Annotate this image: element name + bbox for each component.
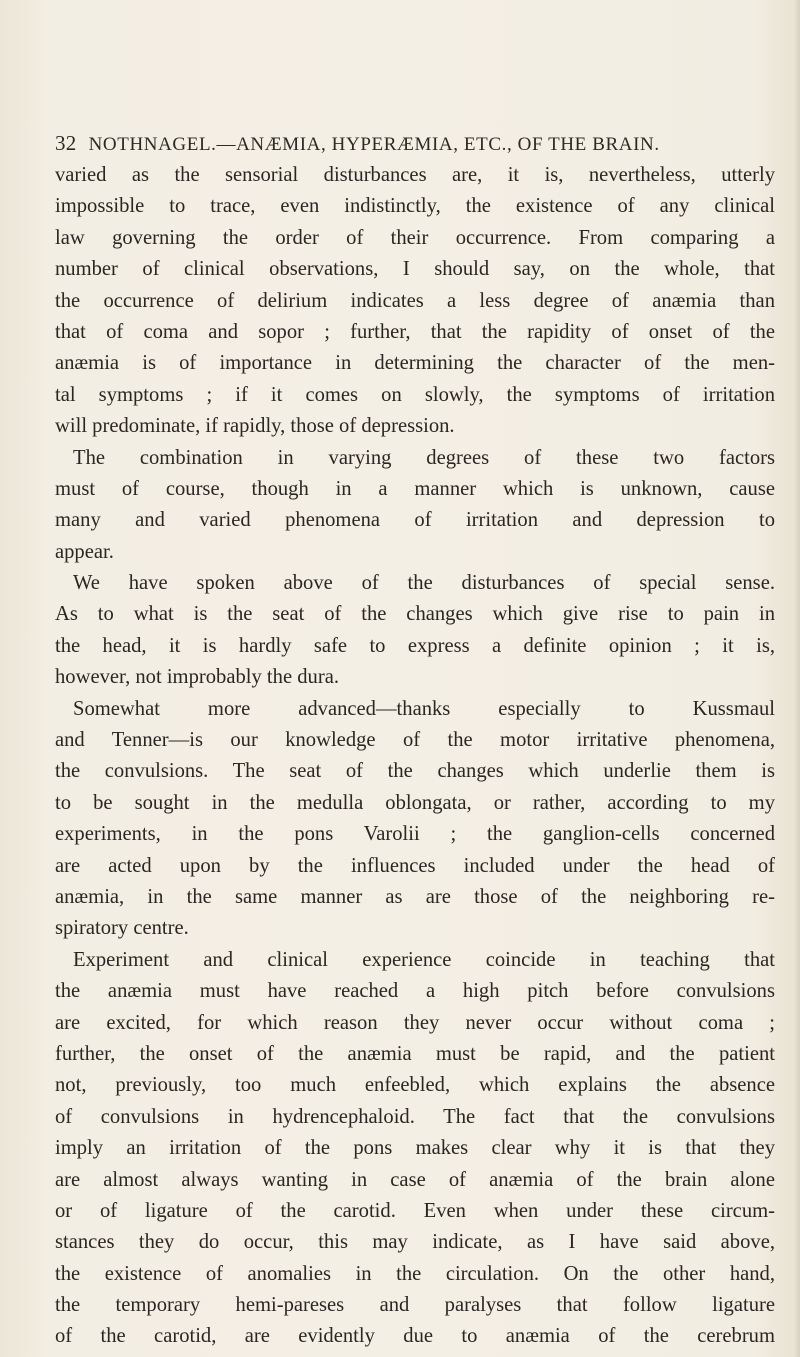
text-line: are almost always wanting in case of anæmia of the brain alone — [55, 1168, 775, 1191]
text-line: We have spoken above of the disturbances of special sense. — [73, 572, 775, 595]
text-line: the anæmia must have reached a high pitch before convulsions — [55, 980, 775, 1003]
text-line: impossible to trace, even indistinctly, the existence of any clinical — [55, 195, 775, 218]
text-line: the convulsions. The seat of the changes which underlie them is — [55, 760, 775, 783]
running-header — [55, 130, 775, 158]
text-line: law governing the order of their occurrence. From comparing a — [55, 226, 775, 249]
text-line: further, the onset of the anæmia must be rapid, and the patient — [55, 1042, 775, 1065]
text-line: are acted upon by the influences included under the head of — [55, 854, 775, 877]
text-line: varied as the sensorial disturbances are, it is, nevertheless, utterly — [55, 164, 775, 186]
text-line: will predominate, if rapidly, those of depression. — [55, 415, 455, 438]
text-line: and Tenner—is our knowledge of the motor irritative phenomena, — [55, 729, 775, 752]
text-line: The combination in varying degrees of these two factors — [73, 446, 775, 469]
text-line: the temporary hemi-pareses and paralyses that follow ligature — [55, 1294, 775, 1317]
text-line: spiratory centre. — [55, 917, 189, 940]
text-line: the existence of anomalies in the circulation. On the other hand, — [55, 1262, 775, 1285]
text-line: or of ligature of the carotid. Even when under these circum- — [55, 1199, 775, 1222]
text-line: anæmia, in the same manner as are those of the neighboring re- — [55, 885, 775, 908]
text-line: stances they do occur, this may indicate, as I have said above, — [55, 1231, 775, 1254]
text-line: As to what is the seat of the changes which give rise to pain in — [55, 603, 775, 626]
text-line: imply an irritation of the pons makes clear why it is that they — [55, 1137, 775, 1160]
text-line: to be sought in the medulla oblongata, or rather, according to my — [55, 791, 775, 814]
text-line: anæmia is of importance in determining the character of the men- — [55, 352, 775, 375]
text-line: number of clinical observations, I should say, on the whole, that — [55, 258, 775, 281]
page-edge-shadow — [794, 0, 800, 1357]
text-line: the occurrence of delirium indicates a less degree of anæmia than — [55, 289, 775, 312]
text-line: Somewhat more advanced—thanks especially to Kussmaul — [73, 697, 775, 720]
text-line: the head, it is hardly safe to express a definite opinion ; it is, — [55, 634, 775, 657]
text-line: are excited, for which reason they never occur without coma ; — [55, 1011, 775, 1034]
text-line: many and varied phenomena of irritation and depression to — [55, 509, 775, 532]
text-line: Experiment and clinical experience coincide in teaching that — [73, 948, 775, 971]
text-line: of convulsions in hydrencephaloid. The fact that the convulsions — [55, 1105, 775, 1128]
page-number: 32 — [55, 131, 77, 155]
text-line: that of coma and sopor ; further, that the rapidity of onset of the — [55, 320, 775, 343]
text-line: of the carotid, are evidently due to anæmia of the cerebrum — [55, 1325, 775, 1348]
body-text — [55, 160, 775, 1353]
text-line: tal symptoms ; if it comes on slowly, the symptoms of irritation — [55, 383, 775, 406]
text-line: appear. — [55, 540, 114, 563]
running-title: NOTHNAGEL.—ANÆMIA, HYPERÆMIA, ETC., OF THE BRAIN. — [88, 134, 660, 155]
text-line: not, previously, too much enfeebled, which explains the absence — [55, 1074, 775, 1097]
text-line: must of course, though in a manner which is unknown, cause — [55, 477, 775, 500]
text-line: however, not improbably the dura. — [55, 666, 339, 689]
text-line: experiments, in the pons Varolii ; the ganglion-cells concerned — [55, 823, 775, 846]
